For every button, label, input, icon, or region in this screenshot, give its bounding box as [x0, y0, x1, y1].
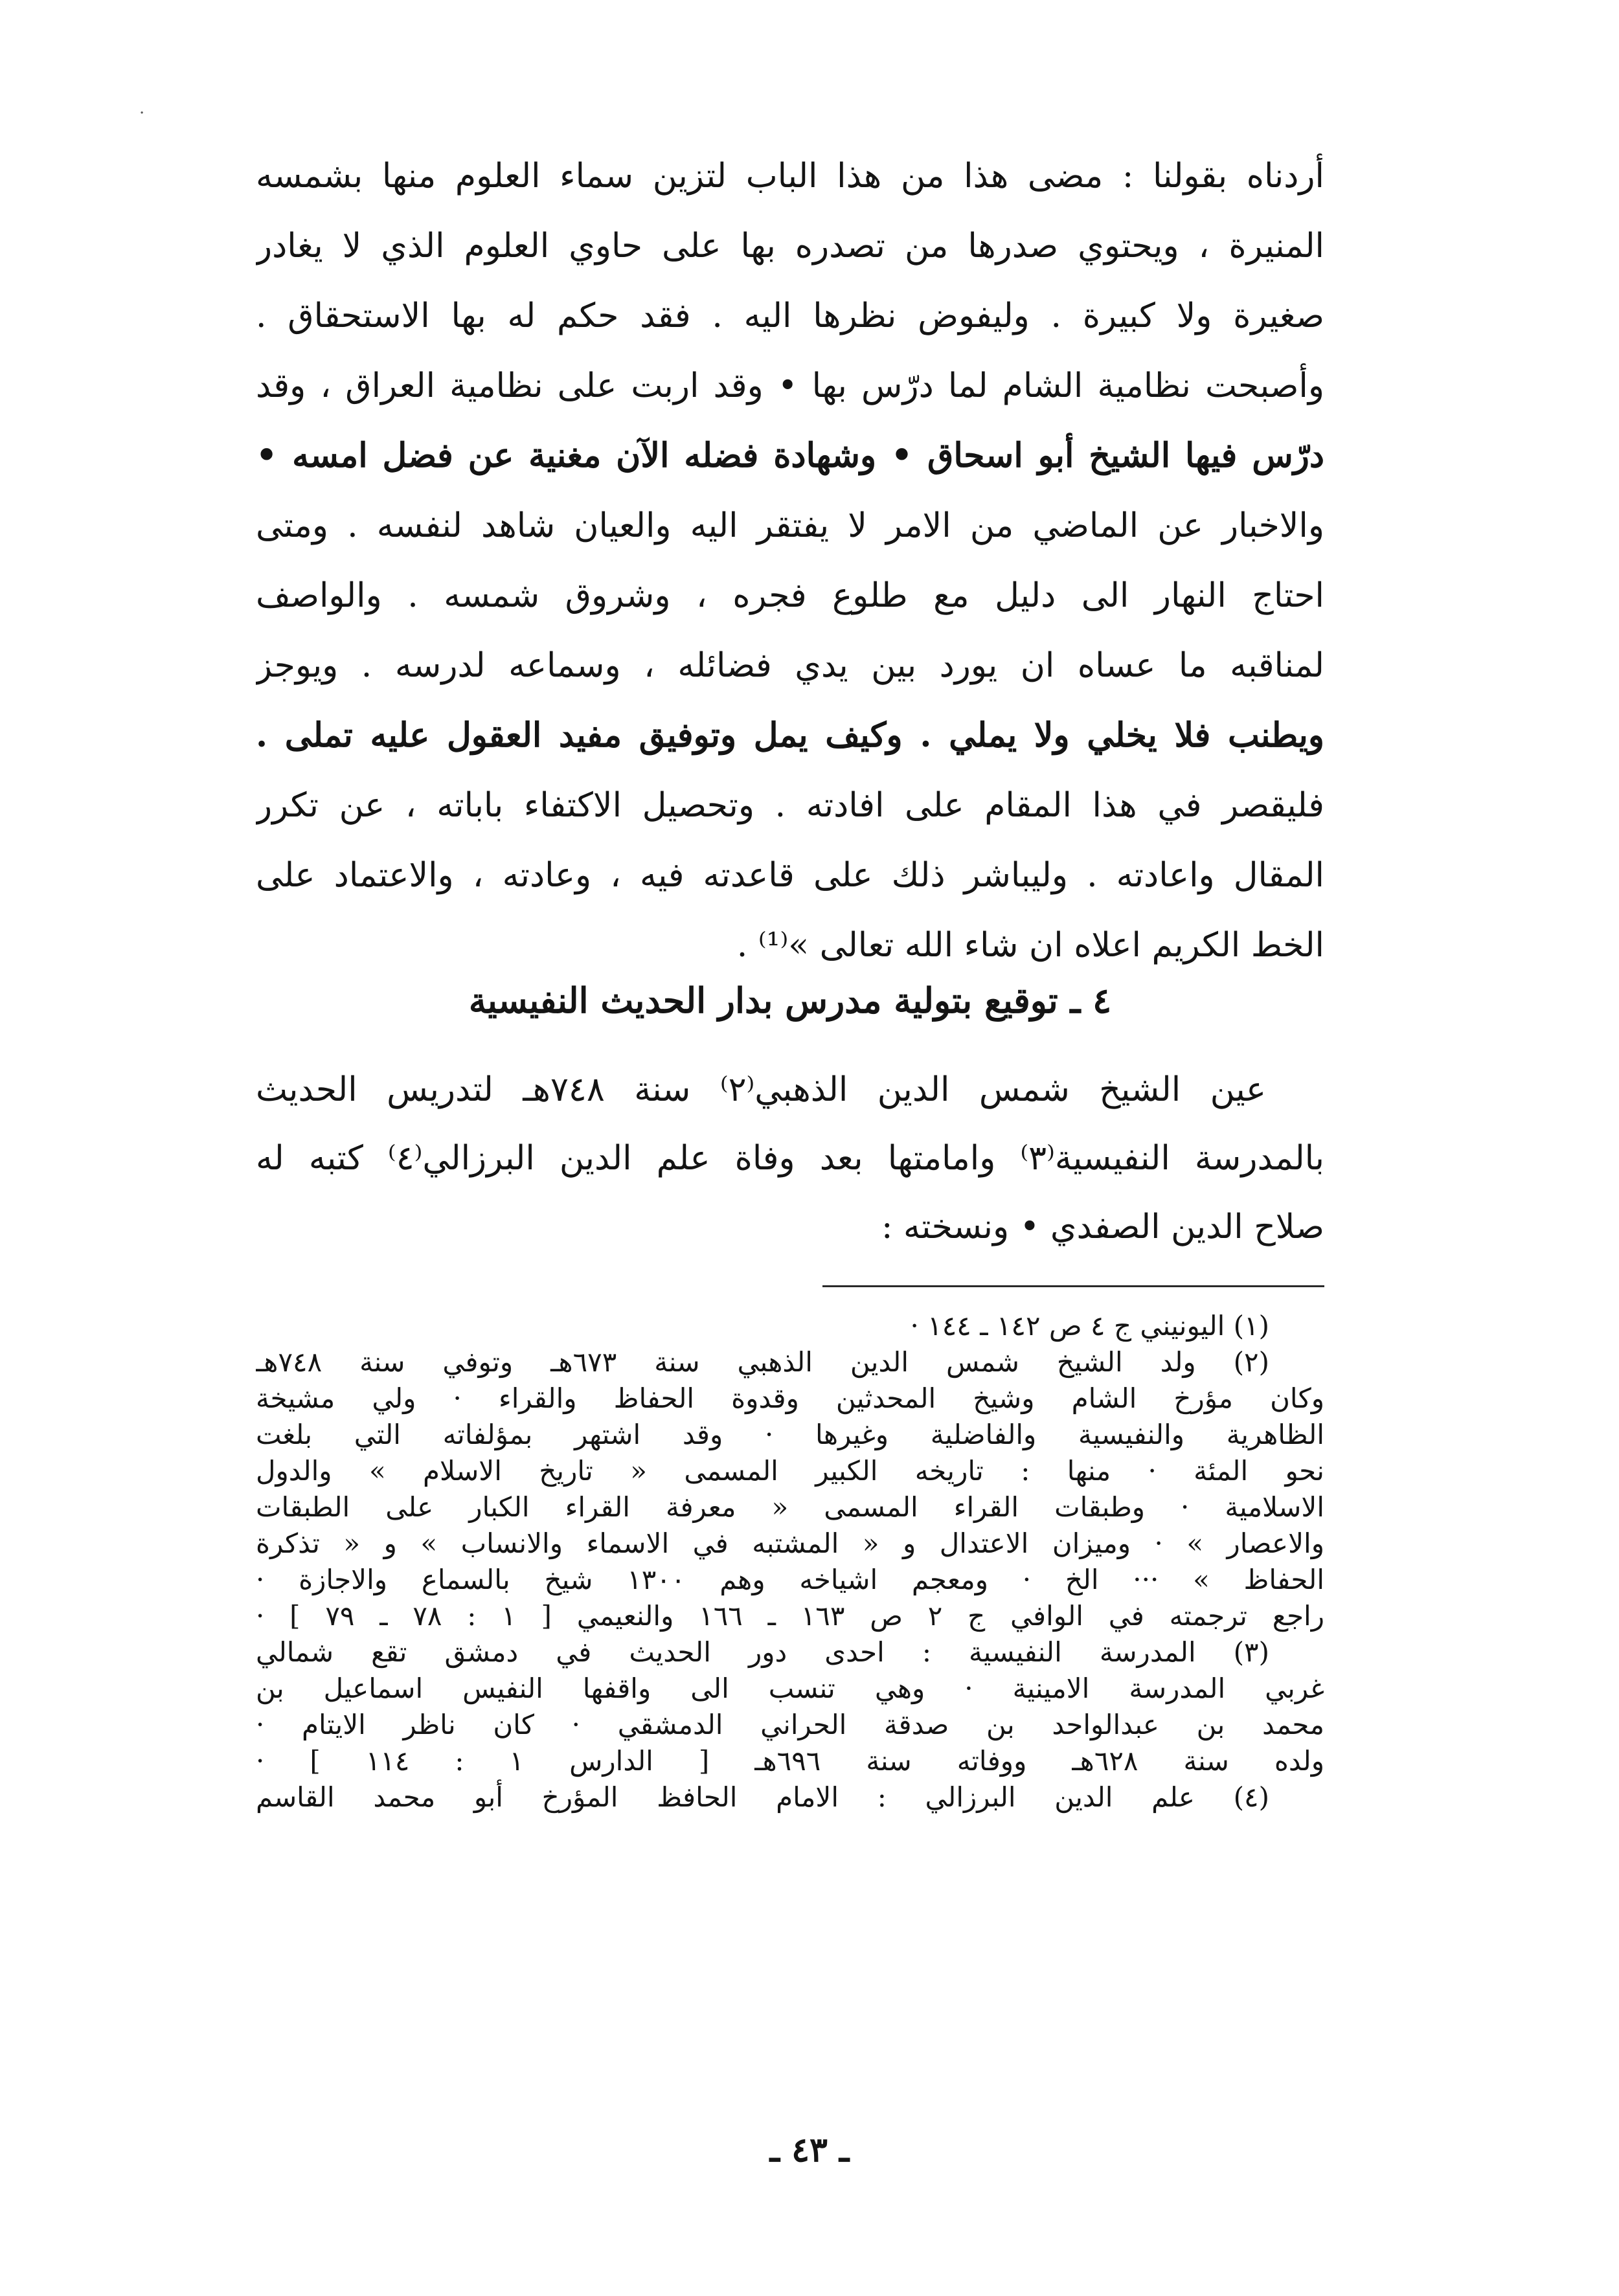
footnote-line: والاعصار » · وميزان الاعتدال و « المشتبه في الاسماء والانساب » و « تذكرة: [256, 1527, 1324, 1559]
body-line: المنيرة ، ويحتوي صدرها من تصدره بها على حاوي العلوم الذي لا يغادر: [256, 227, 1324, 265]
footnote-line: (٢) ولد الشيخ شمس الدين الذهبي سنة ٦٧٣هـ وتوفي سنة ٧٤٨هـ: [256, 1346, 1269, 1378]
footnote-line: راجع ترجمته في الوافي ج ٢ ص ١٦٣ ـ ١٦٦ والنعيمي [ ١ : ٧٨ ـ ٧٩ ] ·: [256, 1600, 1324, 1632]
footnote-line: غربي المدرسة الامينية · وهي تنسب الى واقفها النفيس اسماعيل بن: [256, 1672, 1324, 1704]
intro-line: صلاح الدين الصفدي • ونسخته :: [881, 1208, 1324, 1246]
footnote-line: الحفاظ » ··· الخ · ومعجم اشياخه وهم ١٣٠٠ شيخ بالسماع والاجازة ·: [256, 1564, 1324, 1595]
body-line: الخط الكريم اعلاه ان شاء الله تعالى »⁽¹⁾ .: [736, 926, 1324, 965]
body-line: احتاج النهار الى دليل مع طلوع فجره ، وشروق شمسه . والواصف: [256, 576, 1324, 615]
main-text-block: [256, 141, 1324, 980]
body-line: لمناقبه ما عساه ان يورد بين يدي فضائله ، وسماعه لدرسه . ويوجز: [256, 646, 1324, 685]
footnote-line: الظاهرية والنفيسية والفاضلية وغيرها · وقد اشتهر بمؤلفاته التي بلغت: [256, 1419, 1324, 1450]
intro-line: بالمدرسة النفيسية⁽٣⁾ وامامتها بعد وفاة علم الدين البرزالي⁽٤⁾ كتبه له: [256, 1139, 1324, 1178]
footnote-divider: [822, 1285, 1324, 1287]
footnote-line: الاسلامية · وطبقات القراء المسمى « معرفة القراء الكبار على الطبقات: [256, 1491, 1324, 1523]
body-line: صغيرة ولا كبيرة . وليفوض نظرها اليه . فقد حكم له بها الاستحقاق .: [256, 297, 1324, 335]
section-heading: ٤ ـ توقيع بتولية مدرس بدار الحديث النفيسية: [468, 980, 1112, 1021]
body-line: أردناه بقولنا : مضى هذا من هذا الباب لتزين سماء العلوم منها بشمسه: [256, 157, 1324, 196]
page-number: ـ ٤٣ ـ: [769, 2130, 850, 2170]
footnote-line: وكان مؤرخ الشام وشيخ المحدثين وقدوة الحفاظ والقراء · ولي مشيخة: [256, 1382, 1324, 1414]
footnote-line: (٣) المدرسة النفيسية : احدى دور الحديث في دمشق تقع شمالي: [256, 1636, 1269, 1668]
intro-line: عين الشيخ شمس الدين الذهبي⁽٢⁾ سنة ٧٤٨هـ لتدريس الحديث: [256, 1070, 1266, 1109]
body-line: والاخبار عن الماضي من الامر لا يفتقر اليه والعيان شاهد لنفسه . ومتى: [256, 506, 1324, 545]
footnote-line: محمد بن عبدالواحد بن صدقة الحراني الدمشقي · كان ناظر الايتام ·: [256, 1709, 1324, 1740]
footnote-line: ولده سنة ٦٢٨هـ ووفاته سنة ٦٩٦هـ [ الدارس ١ : ١١٤ ] ·: [256, 1745, 1324, 1777]
footnote-line: (٤) علم الدين البرزالي : الامام الحافظ المؤرخ أبو محمد القاسم: [256, 1781, 1269, 1813]
body-line: ويطنب فلا يخلي ولا يملي . وكيف يمل وتوفيق مفيد العقول عليه تملى .: [256, 715, 1324, 755]
body-line: درّس فيها الشيخ أبو اسحاق • وشهادة فضله الآن مغنية عن فضل امسه •: [256, 436, 1324, 475]
footnote-line: (١) اليونيني ج ٤ ص ١٤٢ ـ ١٤٤ ·: [910, 1310, 1269, 1342]
footnote-line: نحو المئة · منها : تاريخه الكبير المسمى « تاريخ الاسلام » والدول: [256, 1455, 1324, 1487]
body-line: فليقصر في هذا المقام على افادته . وتحصيل الاكتفاء باباته ، عن تكرر: [256, 786, 1324, 825]
section-intro: [256, 1055, 1324, 1261]
body-line: وأصبحت نظامية الشام لما درّس بها • وقد اربت على نظامية العراق ، وقد: [256, 366, 1324, 405]
footnotes-block: [256, 1308, 1324, 1816]
body-line: المقال واعادته . وليباشر ذلك على قاعدته فيه ، وعادته ، والاعتماد على: [256, 856, 1324, 895]
scan-speck: ·: [139, 104, 145, 123]
